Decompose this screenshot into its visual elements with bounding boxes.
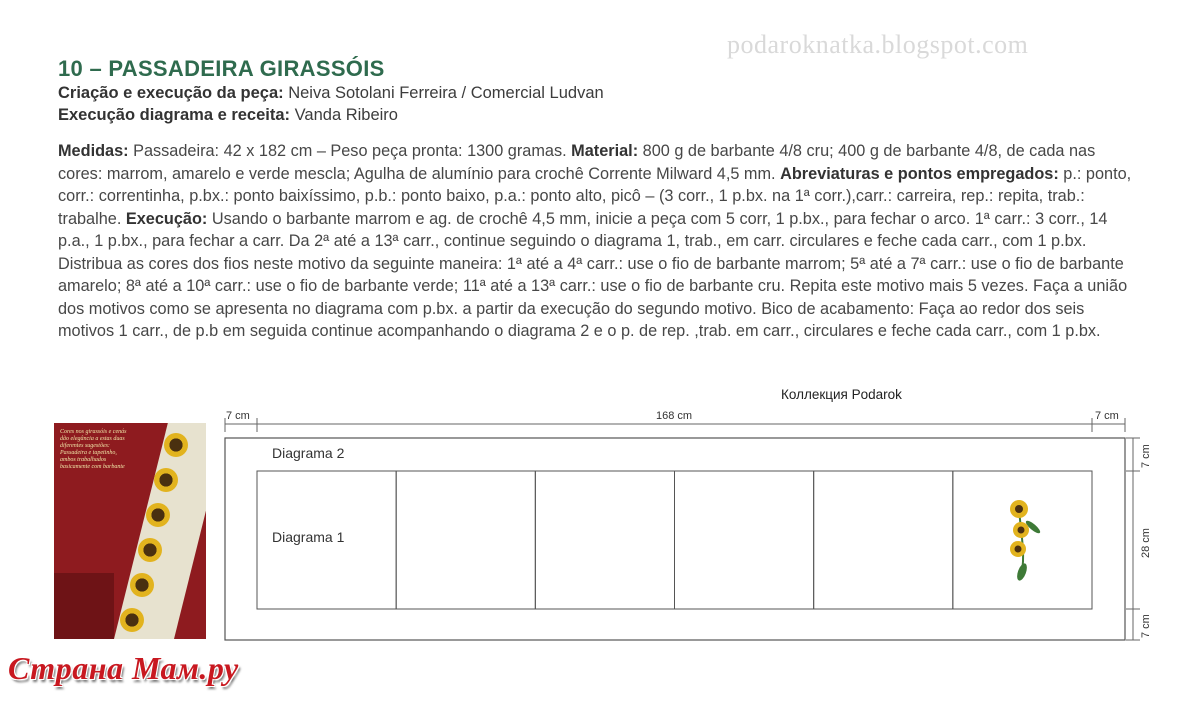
medidas-label: Medidas:	[58, 142, 129, 160]
abbreviations-label: Abreviaturas e pontos empregados:	[780, 164, 1059, 183]
motif-square	[396, 471, 535, 609]
collection-label: Коллекция Podarok	[781, 387, 902, 402]
blog-watermark: podaroknatka.blogspot.com	[727, 30, 1029, 59]
diagram-credit-value: Vanda Ribeiro	[290, 106, 398, 124]
dim-right-label: 7 cm	[1095, 410, 1119, 422]
diagram1-label: Diagrama 1	[272, 529, 345, 545]
motif-square	[675, 471, 814, 609]
site-logo: Страна Мам.ру	[8, 650, 239, 686]
photo-caption: Cores nos girassóis e cenás dão elegância a estas duas diferentes sugestões: Passadeira e tapetinho, ambos trabalhados basicamente com barbante	[60, 429, 127, 470]
execution-text: Usando o barbante marrom e ag. de crochê 4,5 mm, inicie a peça com 5 corr, 1 p.bx., para fechar o arco. 1ª carr.: 3 corr., 14 p.a., 1 p.bx., para fechar a carr. Da 2ª até a 13ª carr., continue seguindo o diagrama 1, trab., em carr. circulares e feche cada carr., com 1 p.bx. Distribua as cores dos fios neste motivo da seguinte maneira: 1ª até a 4ª carr.: use o fio de barbante marrom; 5ª até a 7ª carr.: use o fio de barbante amarelo; 8ª até a 10ª carr.: use o fio de barbante verde; 11ª até a 13ª carr.: use o fio de barbante cru. Repita este motivo mais 5 vezes. Faça a união dos motivos como se apresenta no diagrama com p.bx. a partir da execução do segundo motivo. Bico de acabamento: Faça ao redor dos seis motivos 1 carr., de p.b em seguida continue acompanhando o diagrama 2 e o p. de rep. ,trab. em carr., circulares e feche cada carr., com 1 p.bx.	[58, 209, 1128, 340]
dim-side-bottom-label: 7 cm	[1140, 614, 1152, 638]
diagram-credit-label: Execução diagrama e receita:	[58, 106, 291, 124]
dim-side-mid-label: 28 cm	[1140, 528, 1152, 558]
creation-credit-value: Neiva Sotolani Ferreira / Comercial Ludvan	[283, 84, 604, 102]
abbreviations-text: p.: ponto, corr.: correntinha, p.bx.: ponto baixíssimo, p.b.: ponto baixo, p.a.: ponto alto, picô – (3 corr., 1 p.bx. na 1ª corr.),carr.: carreira, rep.: repita, trab.: trabalhe.	[58, 164, 1132, 228]
outer-border	[225, 438, 1125, 640]
dim-center-label: 168 cm	[656, 410, 693, 422]
pattern-title: 10 – PASSADEIRA GIRASSÓIS	[58, 56, 385, 81]
motif-square	[535, 471, 674, 609]
creation-credit-label: Criação e execução da peça:	[58, 84, 284, 102]
dim-left-label: 7 cm	[226, 410, 250, 422]
medidas-text: Passadeira: 42 x 182 cm – Peso peça pronta: 1300 gramas.	[128, 142, 572, 160]
dim-side-top-label: 7 cm	[1140, 444, 1152, 468]
diagram2-label: Diagrama 2	[272, 445, 345, 461]
motif-square	[814, 471, 953, 609]
execution-label: Execução:	[125, 209, 208, 228]
motif-row	[257, 471, 1092, 609]
material-text: 800 g de barbante 4/8 cru; 400 g de barbante 4/8, de cada nas cores: marrom, amarelo e verde mescla; Agulha de alumínio para crochê Corrente Milward 4,5 mm.	[58, 142, 1096, 183]
sunflower-illustration	[1010, 500, 1042, 582]
material-label: Material:	[571, 142, 639, 160]
